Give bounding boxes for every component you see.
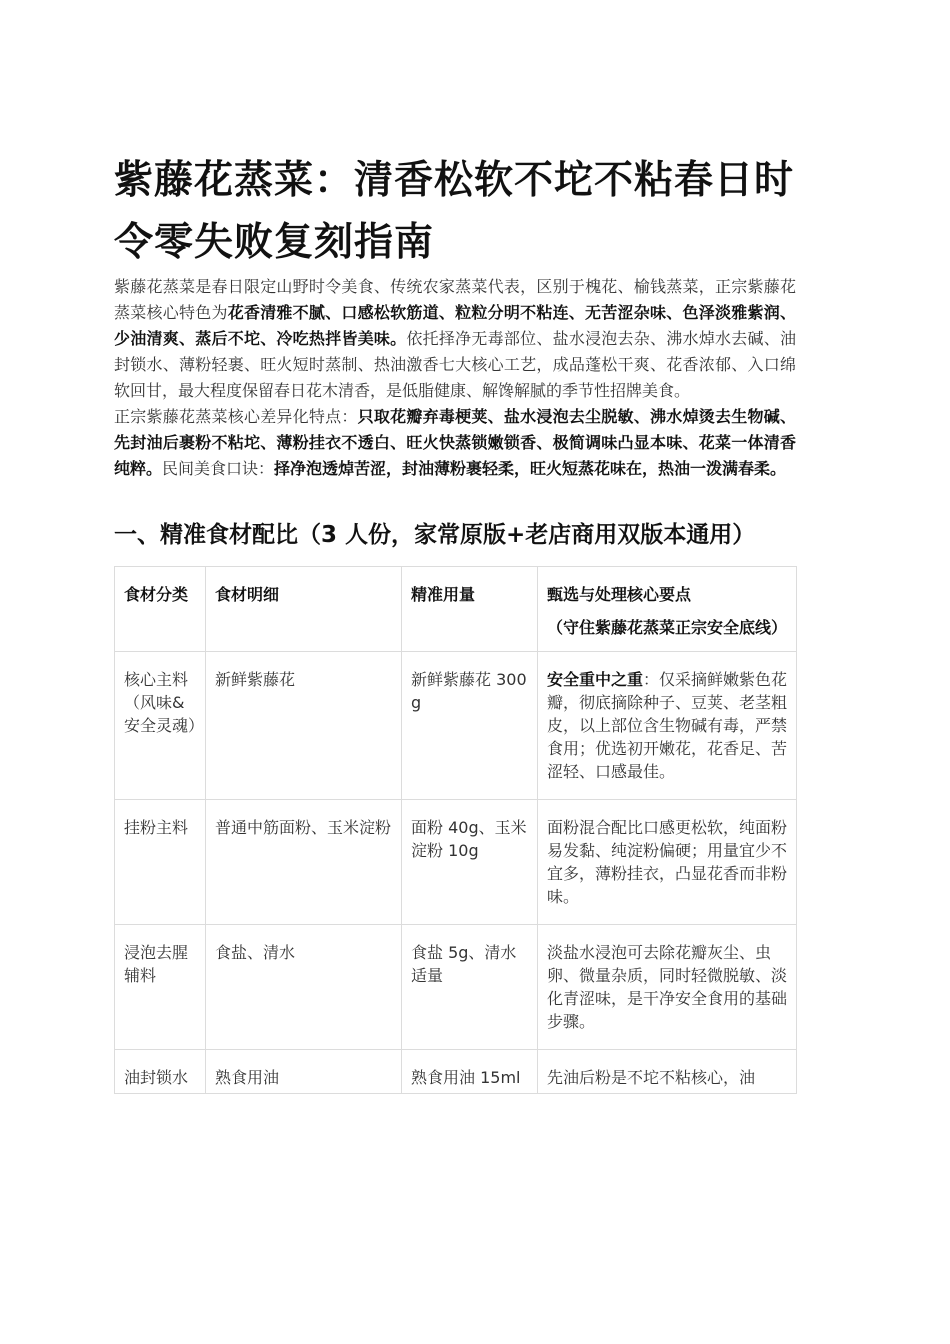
intro-p2-motto: 择净泡透焯苦涩，封油薄粉裹轻柔，旺火短蒸花味在，热油一泼满春柔。 [274,459,787,478]
intro-p2-highlight: 只取花瓣弃毒梗荚、盐水浸泡去尘脱敏、沸水焯烫去生物碱、先封油后裹粉不粘坨、薄粉挂衣不透白、旺火快蒸锁嫩锁香、极简调味凸显本味、花菜一体清香纯粹。 [114,407,796,478]
cell-amount: 食盐 5g、清水适量 [402,925,538,1050]
cell-category: 浸泡去腥辅料 [115,925,206,1050]
cell-category [115,1050,206,1094]
cell-note-text: 面粉混合配比口感更松软，纯面粉易发黏、纯淀粉偏硬；用量宜少不宜多，薄粉挂衣，凸显花香而非粉味。 [547,818,788,906]
header-notes-main: 甄选与处理核心要点 [547,585,692,604]
page-title: 紫藤花蒸菜：清香松软不坨不粘春日时令零失败复刻指南 [114,158,795,265]
header-item: 食材明细 [206,567,402,652]
cell-amount-text: 熟食用油 15ml [411,1068,521,1087]
cell-amount [402,1050,538,1094]
cell-item: 新鲜紫藤花 [206,652,402,800]
cell-note-text: ：仅采摘鲜嫩紫色花瓣，彻底摘除种子、豆荚、老茎粗皮，以上部位含生物碱有毒，严禁食用；优选初开嫩花，花香足、苦涩轻、口感最佳。 [547,670,788,781]
table-row [115,652,797,800]
cell-note-text: 先油后粉是不坨不粘核心，油 [547,1068,756,1087]
intro-p1-text-c: 依托择净无毒部位、盐水浸泡去杂、沸水焯水去碱、油封锁水、薄粉轻裹、旺火短时蒸制、热油激香七大核心工艺，成品蓬松干爽、花香浓郁、入口绵软回甘，最大程度保留春日花木清香，是低脂健康、解馋解腻的季节性招牌美食。 [114,329,796,400]
ingredients-table [114,566,797,1094]
table-row [115,1050,797,1094]
intro-paragraph-1 [114,274,796,404]
cell-item [206,1050,402,1094]
cell-amount: 新鲜紫藤花 300g [402,652,538,800]
cell-category: 挂粉主料 [115,800,206,925]
cell-item-text: 熟食用油 [215,1068,280,1087]
header-notes [538,567,797,652]
cell-item: 普通中筋面粉、玉米淀粉 [206,800,402,925]
header-notes-sub: （守住紫藤花蒸菜正宗安全底线） [547,618,788,637]
intro-paragraph-2 [114,404,796,482]
intro-p1-highlight: 花香清雅不腻、口感松软筋道、粒粒分明不粘连、无苦涩杂味、色泽淡雅紫润、少油清爽、蒸后不坨、冷吃热拌皆美味。 [114,303,796,348]
cell-amount: 面粉 40g、玉米淀粉 10g [402,800,538,925]
cell-category: 核心主料（风味&安全灵魂） [115,652,206,800]
intro-p1-text-a: 紫藤花蒸菜是春日限定山野时令美食、传统农家蒸菜代表，区别于槐花、榆钱蒸菜，正宗紫藤花蒸菜核心特色为 [114,277,796,322]
table-header-row [115,567,797,652]
table-row [115,800,797,925]
table-row [115,925,797,1050]
cell-note [538,1050,797,1094]
cell-note [538,925,797,1050]
document-page [114,150,796,1094]
header-amount: 精准用量 [402,567,538,652]
cell-category-text: 油封锁水 [124,1068,189,1087]
intro-p2-text-a: 正宗紫藤花蒸菜核心差异化特点： [114,407,358,426]
cell-note-emphasis: 安全重中之重 [547,670,644,689]
cell-note [538,800,797,925]
header-category: 食材分类 [115,567,206,652]
cell-note [538,652,797,800]
section-heading-ingredients: 一、精准食材配比（3 人份，家常原版+老店商用双版本通用） [114,522,756,548]
intro-p2-text-c: 民间美食口诀： [162,459,275,478]
cell-note-text: 淡盐水浸泡可去除花瓣灰尘、虫卵、微量杂质，同时轻微脱敏、淡化青涩味，是干净安全食用的基础步骤。 [547,943,788,1031]
cell-item: 食盐、清水 [206,925,402,1050]
